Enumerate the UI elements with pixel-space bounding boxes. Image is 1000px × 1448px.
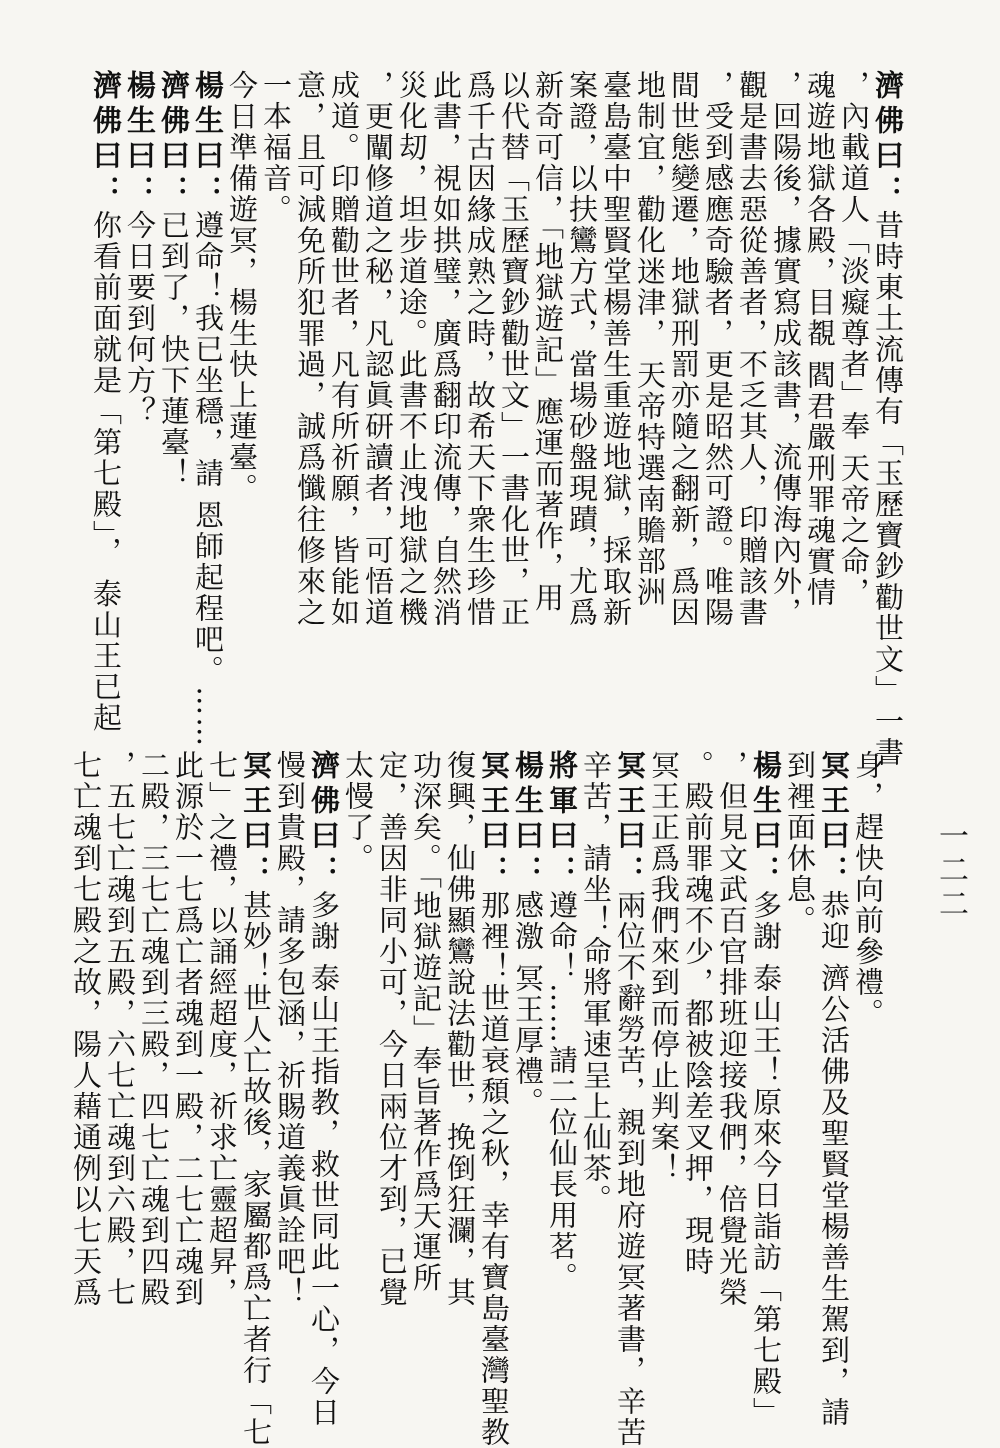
text-column (769, 70, 803, 710)
text-column (103, 750, 137, 1410)
column-text: 遵命！我已坐穩，請 恩師起程吧。…… (191, 210, 225, 749)
column-text: ，內載道人「淡癡尊者」奉 天帝之命， (837, 70, 871, 609)
speaker-label: 冥王曰： (477, 750, 511, 890)
column-text: 那裡！世道衰頹之秋，幸有寶島臺灣聖教 (477, 890, 511, 1448)
speaker-label: 冥王曰： (613, 750, 647, 890)
column-text: 魂遊地獄各殿，目覩 閻君嚴刑罪魂實情 (803, 70, 837, 609)
bottom-text-block (69, 750, 885, 1448)
text-column (171, 750, 205, 1410)
text-column (851, 750, 885, 1410)
text-column (531, 70, 565, 710)
column-text: 間世態變遷，地獄刑罰亦隨之翻新，爲因 (667, 70, 701, 628)
text-column (429, 70, 463, 710)
column-text: 身，趕快向前參禮。 (851, 750, 885, 1029)
text-column (375, 750, 409, 1410)
text-column (69, 750, 103, 1410)
text-column (613, 750, 647, 1448)
column-text: ，但見文武百官排班迎接我們，倍覺光榮 (715, 750, 749, 1308)
text-column (123, 70, 157, 710)
column-text: 辛苦，請坐！命將軍速呈上仙茶。 (579, 750, 613, 1215)
column-text: ，受到感應奇驗者，更是昭然可證。唯陽 (701, 70, 735, 628)
text-column (837, 70, 871, 710)
text-column (545, 750, 579, 1410)
speaker-label: 楊生曰： (749, 750, 783, 890)
speaker-label: 冥王曰： (239, 750, 273, 890)
text-column (341, 750, 375, 1410)
text-column (259, 70, 293, 710)
speaker-label: 楊生曰： (511, 750, 545, 890)
column-text: 功深矣。「地獄遊記」奉旨著作爲天運所 (409, 750, 443, 1294)
speaker-label: 濟佛曰： (307, 750, 341, 890)
text-column (565, 70, 599, 710)
text-column (579, 750, 613, 1410)
speaker-label: 濟佛曰： (157, 70, 191, 210)
column-text: 意，且可減免所犯罪過，誠爲懺往修來之 (293, 70, 327, 628)
column-text: 。殿前罪魂不少，都被陰差叉押，現時 (681, 750, 715, 1277)
text-column (157, 70, 191, 710)
text-column (715, 750, 749, 1410)
text-column (463, 70, 497, 710)
text-column (667, 70, 701, 710)
column-text: 已到了，快下蓮臺！ (157, 210, 191, 489)
text-column (477, 750, 511, 1448)
text-column (205, 750, 239, 1410)
speaker-label: 濟佛曰： (89, 70, 123, 210)
column-text: 新奇可信，「地獄遊記」應運而著作，用 (531, 70, 565, 614)
text-column (225, 70, 259, 710)
column-text: 太慢了。 (341, 750, 375, 874)
column-text: ，回陽後，據實寫成該書，流傳海內外， (769, 70, 803, 628)
column-text: 此源於一七爲亡者魂到一殿，二七亡魂到 (171, 750, 205, 1308)
text-column (681, 750, 715, 1410)
text-column (239, 750, 273, 1448)
text-column (395, 70, 429, 710)
text-column (749, 750, 783, 1429)
text-column (735, 70, 769, 710)
column-text: ，五七亡魂到五殿，六七亡魂到六殿，七 (103, 750, 137, 1308)
column-text: 觀是書去惡從善者，不乏其人，印贈該書 (735, 70, 769, 628)
column-text: 一本福音。 (259, 70, 293, 225)
text-column (783, 750, 817, 1410)
text-column (803, 70, 837, 710)
column-text: 兩位不辭勞苦，親到地府遊冥著書，辛苦 (613, 890, 647, 1448)
column-text: ，更闡修道之秘，凡認眞研讀者，可悟道 (361, 70, 395, 628)
column-text: 地制宜，勸化迷津， 天帝特選南贍部洲 (633, 70, 667, 609)
column-text: 今日準備遊冥，楊生快上蓮臺。 (225, 70, 259, 504)
text-column (871, 70, 905, 768)
column-text: 冥王正爲我們來到而停止判案！ (647, 750, 681, 1184)
column-text: 多謝 泰山王指教，救世同此一心，今日 (307, 890, 341, 1429)
text-column (443, 750, 477, 1410)
column-text: 以代替「玉歷寶鈔勸世文」一書化世，正 (497, 70, 531, 628)
speaker-label: 楊生曰： (123, 70, 157, 210)
page-number: 一二二 (933, 820, 968, 922)
text-column (361, 70, 395, 710)
column-text: 定，善因非同小可，今日兩位才到，已覺 (375, 750, 409, 1308)
column-text: 七」之禮，以誦經超度，祈求亡靈超昇， (205, 750, 239, 1308)
text-column (273, 750, 307, 1410)
column-text: 感激 冥王厚禮。 (511, 890, 545, 1119)
text-column (409, 750, 443, 1410)
column-text: 甚妙！世人亡故後，家屬都爲亡者行「七 (239, 890, 273, 1448)
speaker-label: 楊生曰： (191, 70, 225, 210)
column-text: 多謝 泰山王！原來今日詣訪「第七殿」 (749, 890, 783, 1429)
column-text: 臺島臺中聖賢堂楊善生重遊地獄，採取新 (599, 70, 633, 628)
column-text: 到裡面休息。 (783, 750, 817, 936)
column-text: 昔時東土流傳有「玉歷寶鈔勸世文」一書 (871, 210, 905, 768)
text-column (817, 750, 851, 1429)
speaker-label: 濟佛曰： (871, 70, 905, 210)
speaker-label: 將軍曰： (545, 750, 579, 890)
column-text: 七亡魂到七殿之故，陽人藉通例以七天爲 (69, 750, 103, 1308)
column-text: 遵命！……請二位仙長用茗。 (545, 890, 579, 1293)
text-column (293, 70, 327, 710)
column-text: 復興，仙佛顯鸞說法勸世，挽倒狂瀾，其 (443, 750, 477, 1308)
column-text: 今日要到何方？ (123, 210, 157, 427)
column-text: 爲千古因緣成熟之時，故希天下衆生珍惜 (463, 70, 497, 628)
text-column (497, 70, 531, 710)
column-text: 此書，視如拱璧，廣爲翻印流傳，自然消 (429, 70, 463, 628)
top-text-block (89, 70, 905, 768)
column-text: 恭迎 濟公活佛及聖賢堂楊善生駕到，請 (817, 890, 851, 1429)
column-text: 你看前面就是「第七殿」， 泰山王已起 (89, 210, 123, 734)
text-column (511, 750, 545, 1410)
text-column (327, 70, 361, 710)
speaker-label: 冥王曰： (817, 750, 851, 890)
text-column (191, 70, 225, 749)
column-text: 災化刧，坦步道途。此書不止洩地獄之機 (395, 70, 429, 628)
text-column (633, 70, 667, 710)
column-text: 成道。印贈勸世者，凡有所祈願，皆能如 (327, 70, 361, 628)
text-column (599, 70, 633, 710)
column-text: 二殿，三七亡魂到三殿，四七亡魂到四殿 (137, 750, 171, 1308)
text-column (701, 70, 735, 710)
text-column (647, 750, 681, 1410)
text-column (307, 750, 341, 1429)
column-text: 慢到貴殿，請多包涵，祈賜道義眞詮吧！ (273, 750, 307, 1308)
text-column (89, 70, 123, 734)
column-text: 案證，以扶鸞方式，當場砂盤現蹟，尤爲 (565, 70, 599, 628)
text-column (137, 750, 171, 1410)
